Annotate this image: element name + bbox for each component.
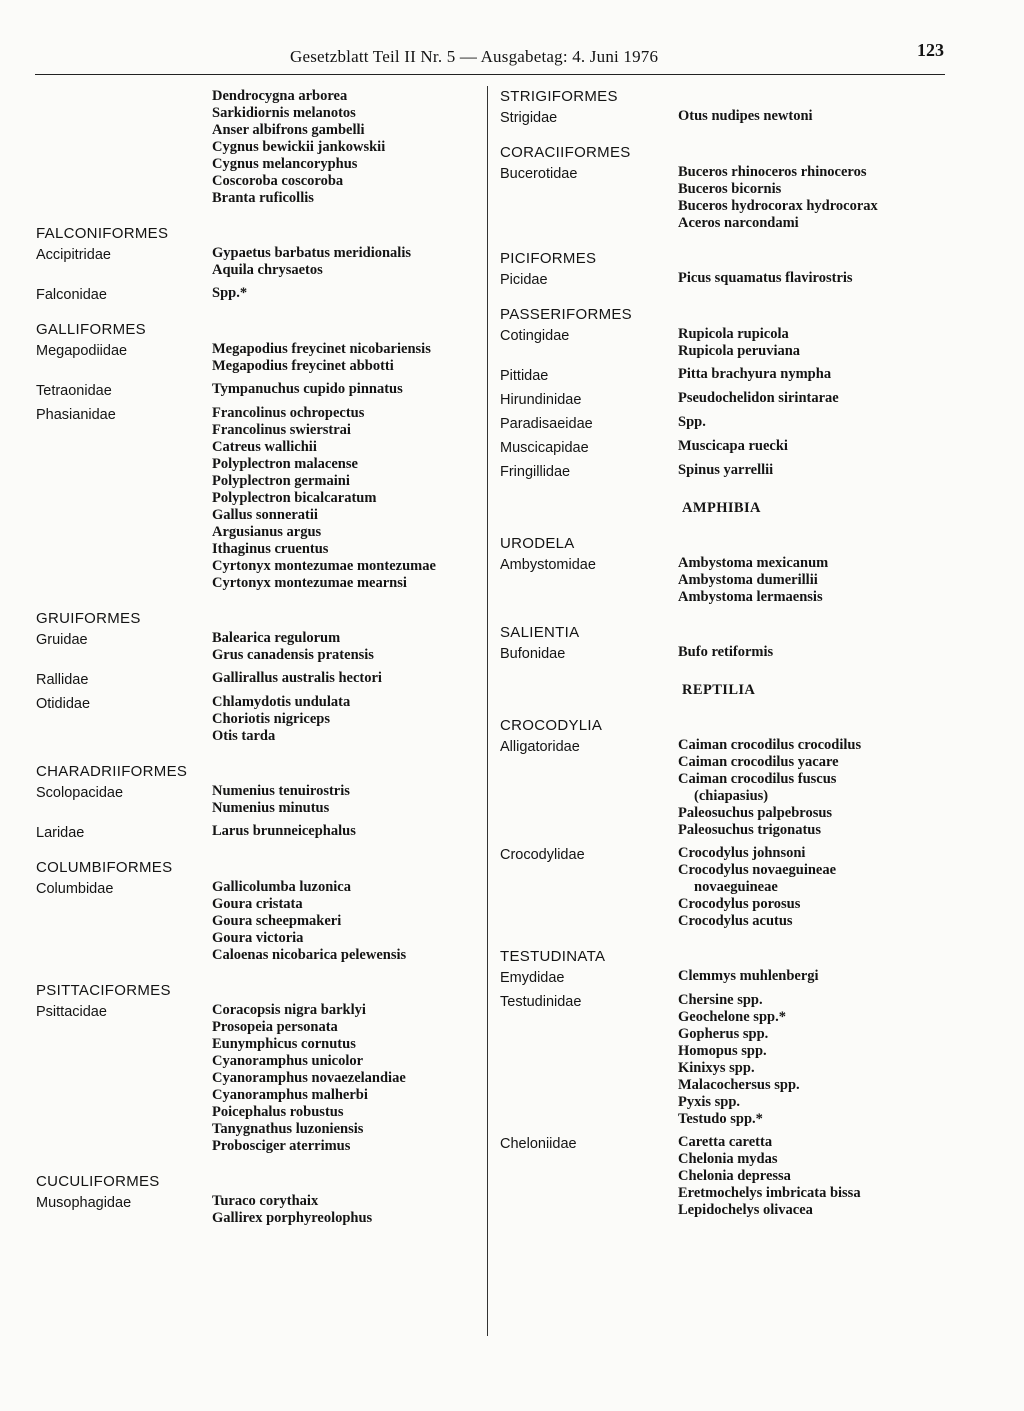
species-list	[212, 245, 481, 279]
family-row	[36, 694, 481, 745]
family-row	[36, 879, 481, 964]
species-name: Polyplectron germaini	[212, 473, 350, 489]
species-name: Cyanoramphus malherbi	[212, 1087, 368, 1103]
species-name: Gopherus spp.	[678, 1026, 769, 1042]
species-name: Cygnus bewickii jankowskii	[212, 139, 386, 155]
family-name: Tetraonidae	[36, 383, 112, 399]
family-name: Picidae	[500, 272, 548, 288]
family-name: Otididae	[36, 696, 91, 712]
species-name: Balearica regulorum	[212, 630, 341, 646]
species-list	[212, 783, 481, 817]
species-name: Anser albifrons gambelli	[212, 122, 365, 138]
species-list	[212, 823, 481, 841]
family-name: Bucerotidae	[500, 166, 578, 182]
order-heading: GRUIFORMES	[36, 610, 141, 627]
species-name: Dendrocygna arborea	[212, 88, 348, 104]
family-row	[36, 285, 481, 303]
species-name: Probosciger aterrimus	[212, 1138, 351, 1154]
species-name: Grus canadensis pratensis	[212, 647, 374, 663]
species-name: Otus nudipes newtoni	[678, 108, 813, 124]
order-heading: PASSERIFORMES	[500, 306, 632, 323]
species-name: Ithaginus cruentus	[212, 541, 329, 557]
species-name: Paleosuchus trigonatus	[678, 822, 822, 838]
species-list	[678, 270, 945, 288]
species-name: Crocodylus johnsoni	[678, 845, 806, 861]
family-row	[36, 381, 481, 399]
family-name: Crocodylidae	[500, 847, 585, 863]
species-name: Tanygnathus luzoniensis	[212, 1121, 364, 1137]
family-row	[36, 341, 481, 375]
species-name: Buceros hydrocorax hydrocorax	[678, 198, 878, 214]
family-row	[500, 992, 945, 1128]
species-list	[212, 381, 481, 399]
family-row	[500, 414, 945, 432]
order-heading: TESTUDINATA	[500, 948, 606, 965]
family-row	[500, 270, 945, 288]
header-rule	[35, 74, 945, 75]
family-name: Cotingidae	[500, 328, 570, 344]
species-list	[678, 164, 945, 232]
family-name: Gruidae	[36, 632, 88, 648]
family-row	[36, 1002, 481, 1155]
family-row	[500, 366, 945, 384]
order-heading: PSITTACIFORMES	[36, 982, 171, 999]
species-name: Argusianus argus	[212, 524, 322, 540]
species-name: Spp.	[678, 414, 706, 430]
species-name: Goura scheepmakeri	[212, 913, 342, 929]
species-list	[678, 845, 945, 930]
species-name: Goura cristata	[212, 896, 303, 912]
species-name: Choriotis nigriceps	[212, 711, 331, 727]
family-name: Laridae	[36, 825, 85, 841]
species-list	[678, 1134, 945, 1219]
species-name: Clemmys muhlenbergi	[678, 968, 819, 984]
order-heading: COLUMBIFORMES	[36, 859, 173, 876]
species-name: Ambystoma dumerillii	[678, 572, 818, 588]
species-name: Eretmochelys imbricata bissa	[678, 1185, 861, 1201]
species-name: Chelonia depressa	[678, 1168, 791, 1184]
species-list	[212, 694, 481, 745]
family-name: Fringillidae	[500, 464, 571, 480]
column-divider	[487, 86, 488, 1336]
family-row	[500, 555, 945, 606]
family-row	[36, 783, 481, 817]
species-name: Polyplectron bicalcaratum	[212, 490, 377, 506]
species-name: Poicephalus robustus	[212, 1104, 344, 1120]
family-row	[500, 462, 945, 480]
species-list	[212, 405, 481, 592]
family-row	[36, 630, 481, 664]
order-heading: CUCULIFORMES	[36, 1173, 160, 1190]
family-name: Musophagidae	[36, 1195, 132, 1211]
family-row	[500, 737, 945, 839]
family-name: Phasianidae	[36, 407, 116, 423]
species-name: Tympanuchus cupido pinnatus	[212, 381, 403, 397]
family-row	[36, 670, 481, 688]
species-name: Testudo spp.*	[678, 1111, 763, 1127]
family-name: Testudinidae	[500, 994, 582, 1010]
species-list	[212, 630, 481, 664]
species-name: Turaco corythaix	[212, 1193, 319, 1209]
family-row	[500, 644, 945, 662]
species-name: Branta ruficollis	[212, 190, 314, 206]
order-heading: CHARADRIIFORMES	[36, 763, 188, 780]
family-name: Paradisaeidae	[500, 416, 593, 432]
species-list	[678, 326, 945, 360]
species-list	[678, 555, 945, 606]
family-row	[500, 390, 945, 408]
order-heading: SALIENTIA	[500, 624, 580, 641]
family-row	[500, 845, 945, 930]
species-name: Cyanoramphus novaezelandiae	[212, 1070, 406, 1086]
species-name: Cyanoramphus unicolor	[212, 1053, 364, 1069]
family-name: Bufonidae	[500, 646, 566, 662]
species-name: Kinixys spp.	[678, 1060, 755, 1076]
species-name: Chelonia mydas	[678, 1151, 778, 1167]
species-name: Rupicola rupicola	[678, 326, 789, 342]
family-name: Rallidae	[36, 672, 89, 688]
family-name: Megapodiidae	[36, 343, 128, 359]
species-name: Chlamydotis undulata	[212, 694, 351, 710]
order-heading: STRIGIFORMES	[500, 88, 618, 105]
species-name: Goura victoria	[212, 930, 304, 946]
left-column	[36, 88, 481, 1233]
species-name: Spp.*	[212, 285, 248, 301]
species-name: Pitta brachyura nympha	[678, 366, 832, 382]
family-row	[36, 1193, 481, 1227]
family-name: Cheloniidae	[500, 1136, 577, 1152]
order-heading: CORACIIFORMES	[500, 144, 631, 161]
species-list	[212, 879, 481, 964]
order-heading: FALCONIFORMES	[36, 225, 169, 242]
species-name: Larus brunneicephalus	[212, 823, 356, 839]
species-name: Pyxis spp.	[678, 1094, 741, 1110]
family-row	[500, 1134, 945, 1219]
species-name: Otis tarda	[212, 728, 276, 744]
species-name: Spinus yarrellii	[678, 462, 774, 478]
species-name: Ambystoma mexicanum	[678, 555, 829, 571]
family-name: Muscicapidae	[500, 440, 589, 456]
family-name: Pittidae	[500, 368, 549, 384]
species-name: Caiman crocodilus crocodilus	[678, 737, 862, 753]
species-name: Polyplectron malacense	[212, 456, 358, 472]
lead-species-list	[36, 88, 481, 207]
class-heading: AMPHIBIA	[682, 500, 761, 516]
species-name: Numenius minutus	[212, 800, 330, 816]
species-name: Homopus spp.	[678, 1043, 767, 1059]
order-heading: URODELA	[500, 535, 575, 552]
species-name: Crocodylus acutus	[678, 913, 793, 929]
species-name: Caloenas nicobarica pelewensis	[212, 947, 407, 963]
species-name: Ambystoma lermaensis	[678, 589, 823, 605]
order-heading: CROCODYLIA	[500, 717, 603, 734]
species-name: Megapodius freycinet abbotti	[212, 358, 394, 374]
species-name: Gypaetus barbatus meridionalis	[212, 245, 411, 261]
species-list	[212, 1193, 481, 1227]
species-list	[678, 992, 945, 1128]
species-name: Coscoroba coscoroba	[212, 173, 344, 189]
species-list	[678, 644, 945, 662]
order-heading: PICIFORMES	[500, 250, 597, 267]
species-name: Cyrtonyx montezumae mearnsi	[212, 575, 407, 591]
species-list	[678, 438, 945, 456]
species-name: Cyrtonyx montezumae montezumae	[212, 558, 436, 574]
family-row	[500, 968, 945, 986]
species-name: Paleosuchus palpebrosus	[678, 805, 833, 821]
species-name: Muscicapa ruecki	[678, 438, 788, 454]
gazette-title: Gesetzblatt Teil II Nr. 5 — Ausgabetag: 4. Juni 1976	[290, 47, 659, 66]
family-row	[36, 405, 481, 592]
species-name: Rupicola peruviana	[678, 343, 801, 359]
species-name: Chersine spp.	[678, 992, 763, 1008]
species-name: Aquila chrysaetos	[212, 262, 323, 278]
species-name: Prosopeia personata	[212, 1019, 338, 1035]
family-name: Columbidae	[36, 881, 114, 897]
family-name: Accipitridae	[36, 247, 111, 263]
order-heading: GALLIFORMES	[36, 321, 146, 338]
species-list	[212, 341, 481, 375]
species-list	[212, 285, 481, 303]
species-name: Eunymphicus cornutus	[212, 1036, 356, 1052]
family-name: Hirundinidae	[500, 392, 582, 408]
family-row	[500, 164, 945, 232]
species-name: (chiapasius)	[694, 788, 769, 804]
species-name: Bufo retiformis	[678, 644, 774, 660]
species-list	[678, 414, 945, 432]
family-row	[36, 245, 481, 279]
species-name: Gallirallus australis hectori	[212, 670, 382, 686]
species-name: novaeguineae	[694, 879, 778, 895]
species-name: Cygnus melancoryphus	[212, 156, 358, 172]
species-name: Lepidochelys olivacea	[678, 1202, 813, 1218]
family-row	[36, 823, 481, 841]
species-name: Buceros rhinoceros rhinoceros	[678, 164, 867, 180]
species-name: Caretta caretta	[678, 1134, 773, 1150]
species-name: Malacochersus spp.	[678, 1077, 800, 1093]
family-name: Strigidae	[500, 110, 558, 126]
right-column	[500, 88, 945, 1225]
species-name: Crocodylus porosus	[678, 896, 801, 912]
species-name: Numenius tenuirostris	[212, 783, 350, 799]
family-name: Psittacidae	[36, 1004, 107, 1020]
family-name: Emydidae	[500, 970, 565, 986]
family-name: Alligatoridae	[500, 739, 580, 755]
family-name: Ambystomidae	[500, 557, 596, 573]
species-name: Gallirex porphyreolophus	[212, 1210, 373, 1226]
species-list	[678, 390, 945, 408]
family-row	[500, 108, 945, 126]
species-name: Pseudochelidon sirintarae	[678, 390, 839, 406]
species-name: Sarkidiornis melanotos	[212, 105, 356, 121]
species-name: Geochelone spp.*	[678, 1009, 786, 1025]
species-name: Gallus sonneratii	[212, 507, 318, 523]
species-name: Catreus wallichii	[212, 439, 317, 455]
family-name: Falconidae	[36, 287, 107, 303]
species-name: Francolinus swierstrai	[212, 422, 351, 438]
species-list	[678, 108, 945, 126]
page-header	[0, 38, 1024, 74]
family-row	[500, 326, 945, 360]
class-heading: REPTILIA	[682, 682, 756, 698]
species-name: Coracopsis nigra barklyi	[212, 1002, 366, 1018]
species-list	[212, 1002, 481, 1155]
species-name: Caiman crocodilus fuscus	[678, 771, 837, 787]
species-list	[678, 462, 945, 480]
species-name: Picus squamatus flavirostris	[678, 270, 853, 286]
species-name: Gallicolumba luzonica	[212, 879, 351, 895]
page-number: 123	[917, 40, 944, 60]
species-name: Aceros narcondami	[678, 215, 799, 231]
species-name: Francolinus ochropectus	[212, 405, 365, 421]
species-name: Caiman crocodilus yacare	[678, 754, 839, 770]
species-list	[678, 968, 945, 986]
species-name: Crocodylus novaeguineae	[678, 862, 837, 878]
family-row	[500, 438, 945, 456]
species-name: Megapodius freycinet nicobariensis	[212, 341, 431, 357]
species-list	[212, 670, 481, 688]
species-name: Buceros bicornis	[678, 181, 782, 197]
species-list	[678, 366, 945, 384]
species-list	[678, 737, 945, 839]
family-name: Scolopacidae	[36, 785, 124, 801]
